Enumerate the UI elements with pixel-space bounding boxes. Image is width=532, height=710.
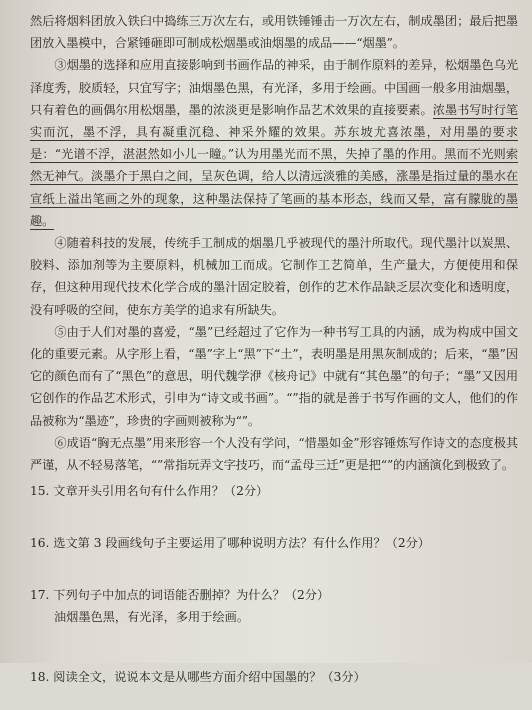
answer-space-17[interactable] [30,628,518,666]
answer-space-16[interactable] [30,554,518,584]
paragraph-5: ⑤由于人们对墨的喜爱，“墨”已经超过了它作为一种书写工具的内涵，成为构成中国文化的重要元素。从字形上看，“墨”字上“黑”下“土”，表明墨是用黑灰制成的；后来，“墨”因它的颜色而有了“黑色”的意思，明代魏学洢《核舟记》中就有“其色墨”的句子；“墨”又因用它创作的作品艺术形式，引申为“诗文或书画”。“”指的就是善于书写作画的文人，他们的作品被称为“墨迹”，珍贵的字画则被称为“”。 [30,324,518,428]
paragraph-4: ④随着科技的发展，传统手工制成的烟墨几乎被现代的墨汁所取代。现代墨汁以炭黑、胶料、添加剂等为主要原料，机械加工而成。它制作工艺简单，生产量大，方便使用和保存，但这种用现代技术化学合成的墨汁固定胶着，创作的艺术作品缺乏层次变化和透明度，没有呼吸的空间，使东方美学的追求有所缺失。 [30,236,518,317]
question-16: 16. 选文第 3 段画线句子主要运用了哪种说明方法？有什么作用？（2分） [30,536,430,551]
answer-space-15[interactable] [30,502,518,532]
paragraph-6: ⑥成语“胸无点墨”用来形容一个人没有学问，“惜墨如金”形容锤炼写作诗文的态度极其严谨，从不轻易落笔，“”常指玩弄文字技巧，而“孟母三迁”更是把“”的内涵演化到极致了。 [30,435,518,473]
question-18: 18. 阅读全文，说说本文是从哪些方面介绍中国墨的？（3分） [30,670,366,685]
paragraph-3-text: ③烟墨的选择和应用直接影响到书画作品的神采，由于制作原料的差异，松烟墨色乌光泽度秀，胶质轻，只宜写字；油烟墨色黑，有光泽，多用于绘画。中国画一般多用油烟墨，只有着色的画偶尔用松烟墨，墨的浓淡更是影响作品艺术效果的直接要素。 [30,58,518,117]
paragraph-continuation: 然后将烟料团放入铁臼中捣练三万次左右，或用铁锤锤击一万次左右，制成墨团；最后把墨团放入墨模中，合紧锤砸即可制成松烟墨或油烟墨的成品——“烟墨”。 [30,14,518,51]
question-15: 15. 文章开头引用名句有什么作用？（2分） [30,484,269,499]
question-17-sentence: 油烟墨色黑，有光泽，多用于绘画。 [54,610,249,625]
question-17: 17. 下列句子中加点的词语能否删掉？为什么？（2分） [30,588,330,603]
paragraph-3 [30,54,518,232]
paragraph-3-underlined-sentence: 浓墨书写时行笔实而沉，墨不浮，具有凝重沉稳、神采外耀的效果。苏东坡尤喜浓墨，对用墨的要求是：“光谱不浮，湛湛然如小儿一瞳。”认为用墨光而不黑，失掉了墨的作用。黑而不光则索然无神气。淡墨介于黑白之间，呈灰色调，给人以清远淡雅的美感，涨墨是指过量的墨水在宣纸上溢出笔画之外的现象，这种墨法保持了笔画的基本形态，线而又晕，富有朦胧的墨趣。 [30,102,518,228]
answer-space-18[interactable] [30,688,518,710]
